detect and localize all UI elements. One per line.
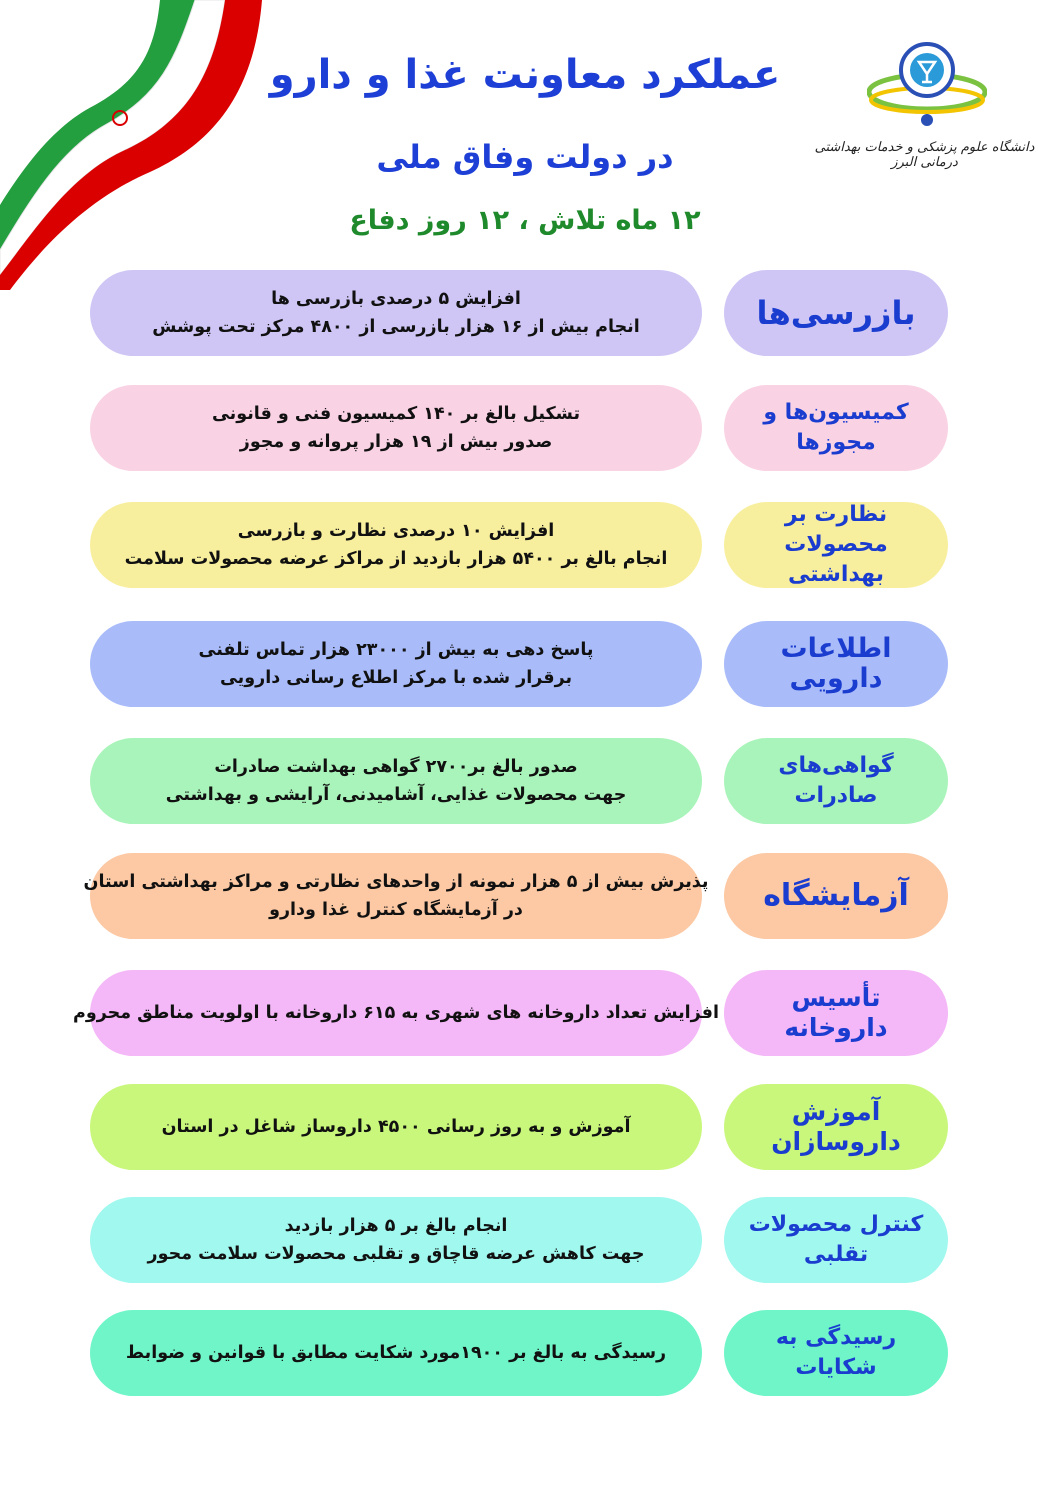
row-details <box>83 853 709 939</box>
logo-university-name: دانشگاه علوم پزشکی و خدمات بهداشتی درمانی البرز <box>814 140 1035 170</box>
row-details <box>90 502 702 588</box>
detail-line: جهت کاهش عرضه قاچاق و تقلبی محصولات سلامت محور <box>147 1244 645 1264</box>
detail-line: افزایش ۱۰ درصدی نظارت و بازرسی <box>237 521 555 541</box>
detail-line: صدور بیش از ۱۹ هزار پروانه و مجوز <box>239 432 553 452</box>
row-details <box>90 738 702 824</box>
row-details <box>90 621 702 707</box>
detail-line: در آزمایشگاه کنترل غذا ودارو <box>269 900 523 920</box>
performance-row <box>0 738 1060 824</box>
performance-row <box>0 1310 1060 1396</box>
detail-line: افزایش تعداد داروخانه های شهری به ۶۱۵ داروخانه با اولویت مناطق محروم <box>73 1003 719 1023</box>
row-label: کنترل محصولات تقلبی <box>724 1197 948 1283</box>
row-label: گواهی‌های صادرات <box>724 738 948 824</box>
detail-line: انجام بالغ بر ۵ هزار بازدید <box>284 1216 508 1236</box>
row-details <box>90 270 702 356</box>
performance-row <box>0 270 1060 356</box>
row-label: رسیدگی به شکایات <box>724 1310 948 1396</box>
detail-line: افزایش ۵ درصدی بازرسی ها <box>271 289 521 309</box>
row-label: آزمایشگاه <box>724 853 948 939</box>
performance-row <box>0 1084 1060 1170</box>
performance-row <box>0 1197 1060 1283</box>
row-label: بازرسی‌ها <box>724 270 948 356</box>
performance-row <box>0 970 1060 1056</box>
row-label: کمیسیون‌ها و مجوزها <box>724 385 948 471</box>
performance-row <box>0 853 1060 939</box>
detail-line: پذیرش بیش از ۵ هزار نمونه از واحدهای نظارتی و مراکز بهداشتی استان <box>83 872 709 892</box>
row-details <box>73 970 719 1056</box>
performance-row <box>0 621 1060 707</box>
detail-line: آموزش و به روز رسانی ۴۵۰۰ داروساز شاغل در استان <box>161 1117 631 1137</box>
logo-emblem-icon <box>867 40 987 135</box>
row-details <box>90 1084 702 1170</box>
detail-line: برقرار شده با مرکز اطلاع رسانی دارویی <box>219 668 573 688</box>
row-label: آموزش داروسازان <box>724 1084 948 1170</box>
detail-line: جهت محصولات غذایی، آشامیدنی، آرایشی و بهداشتی <box>165 785 627 805</box>
detail-line: رسیدگی به بالغ بر ۱۹۰۰مورد شکایت مطابق با قوانین و ضوابط <box>125 1343 667 1363</box>
detail-line: صدور بالغ بر۲۷۰۰ گواهی بهداشت صادرات <box>214 757 578 777</box>
detail-line: انجام بیش از ۱۶ هزار بازرسی از ۴۸۰۰ مرکز تحت پوشش <box>152 317 640 337</box>
performance-row <box>0 385 1060 471</box>
row-label: تأسیس داروخانه <box>724 970 948 1056</box>
page-tagline: ۱۲ ماه تلاش ، ۱۲ روز دفاع <box>349 205 701 236</box>
row-details <box>90 1310 702 1396</box>
detail-line: انجام بالغ بر ۵۴۰۰ هزار بازدید از مراکز عرضه محصولات سلامت <box>124 549 668 569</box>
page-title: عملکرد معاونت غذا و دارو <box>269 52 781 98</box>
row-label: اطلاعات دارویی <box>724 621 948 707</box>
detail-line: پاسخ دهی به بیش از ۲۳۰۰۰ هزار تماس تلفنی <box>198 640 594 660</box>
performance-row <box>0 502 1060 588</box>
page-subtitle: در دولت وفاق ملی <box>376 138 674 176</box>
row-details <box>90 385 702 471</box>
detail-line: تشکیل بالغ بر ۱۴۰ کمیسیون فنی و قانونی <box>211 404 581 424</box>
row-details <box>90 1197 702 1283</box>
row-label: نظارت بر محصولات بهداشتی <box>724 502 948 588</box>
